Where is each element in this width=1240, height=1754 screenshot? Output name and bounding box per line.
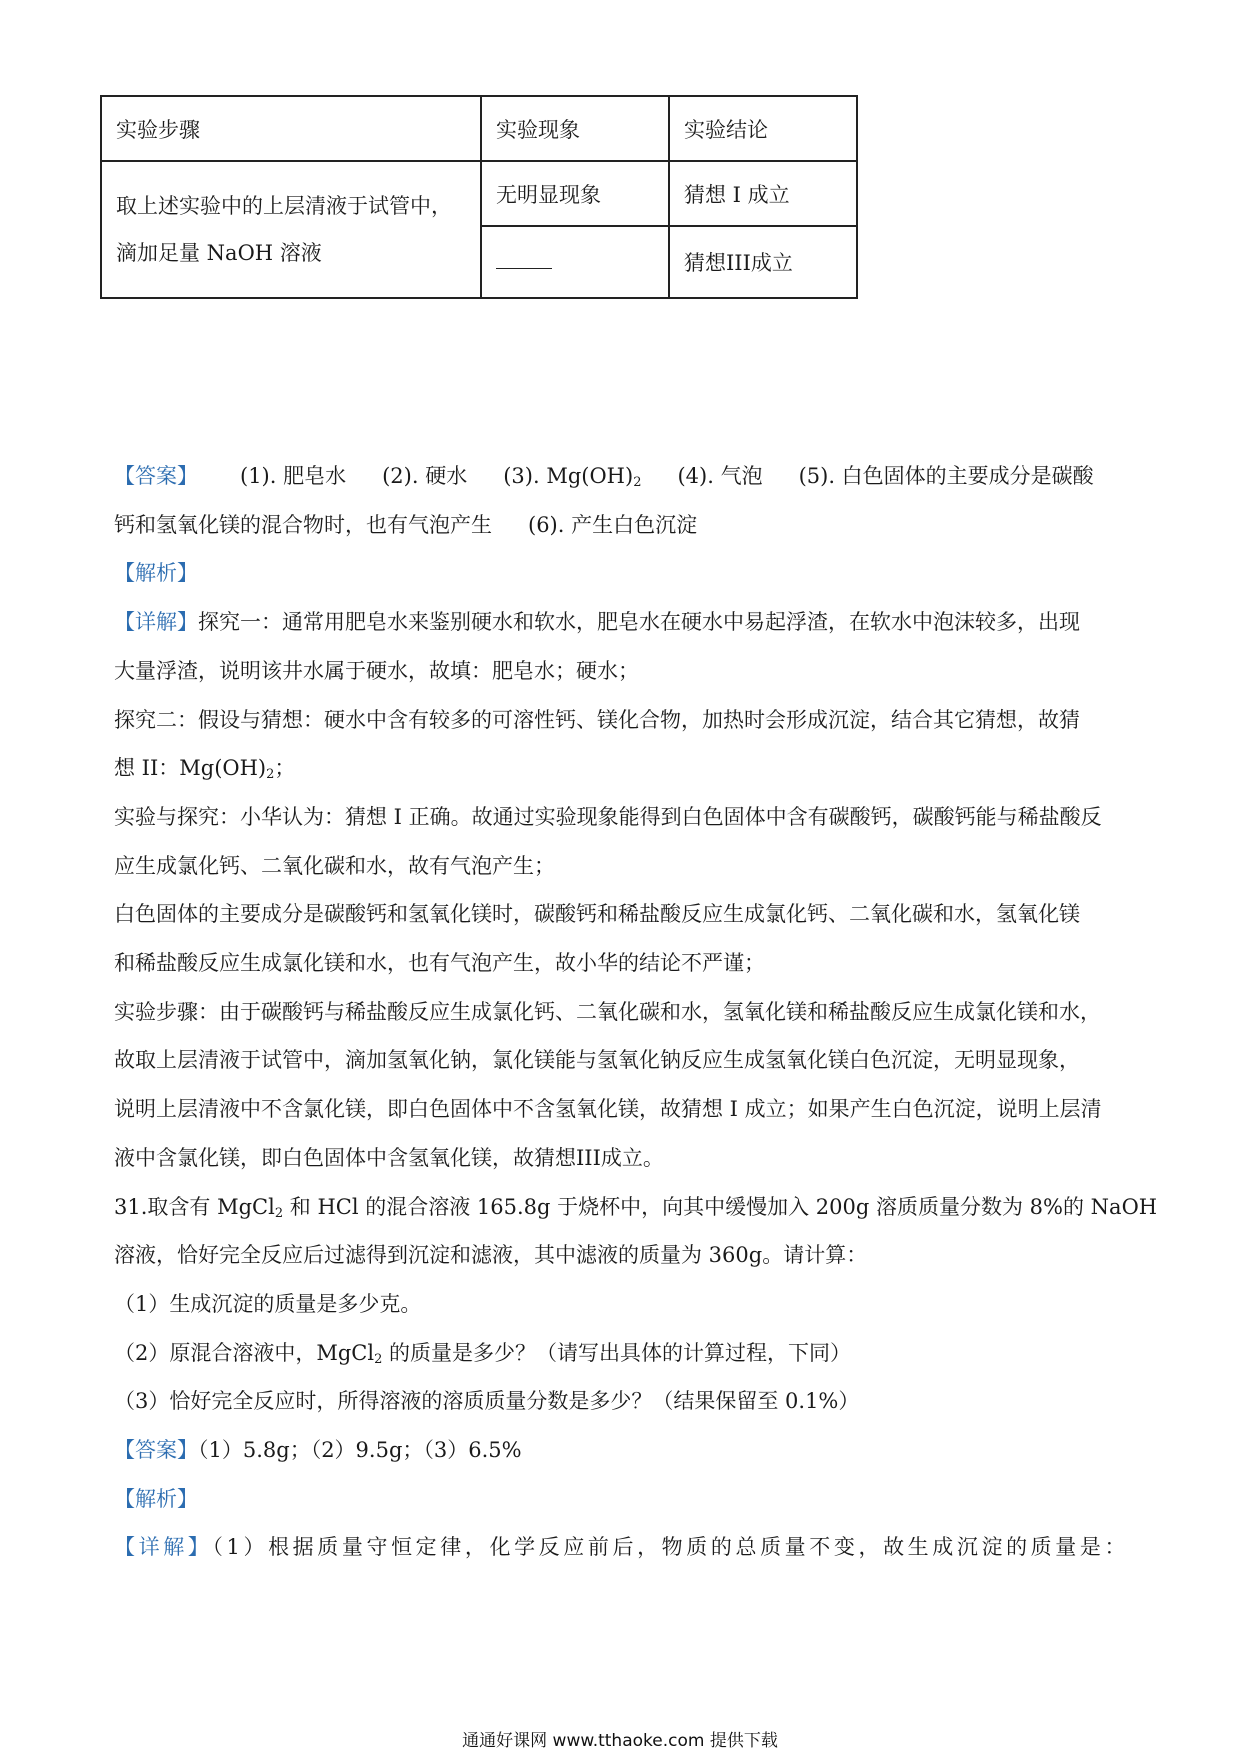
step-cell xyxy=(101,161,481,298)
analysis-tag: 【解析】 xyxy=(114,561,198,586)
detail-line: 实验步骤：由于碳酸钙与稀盐酸反应生成氯化钙、二氧化碳和水，氢氧化镁和稀盐酸反应生成氯化镁和水， xyxy=(114,999,1101,1024)
detail-line: 白色固体的主要成分是碳酸钙和氢氧化镁时，碳酸钙和稀盐酸反应生成氯化钙、二氧化碳和水，氢氧化镁 xyxy=(114,902,1080,927)
detail-tag: 【详解】 xyxy=(114,610,198,635)
detail-tag: 【详解】 xyxy=(114,1535,213,1560)
answer-tag: 【答案】 xyxy=(114,1438,198,1463)
conclusion-cell: 猜想 I 成立 xyxy=(669,161,857,226)
analysis-tag: 【解析】 xyxy=(114,1486,198,1511)
detail-line: 实验与探究：小华认为：猜想 I 正确。故通过实验现象能得到白色固体中含有碳酸钙，碳酸钙能与稀盐酸反 xyxy=(114,804,1102,829)
question-31-line-1: 31.取含有 MgCl$_2$ 和 HCl 的混合溶液 165.8g 于烧杯中，向其中缓慢加入 200g 溶质质量分数为 8%的 NaOH xyxy=(114,1194,1158,1221)
phenomenon-cell: 无明显现象 xyxy=(481,161,669,226)
table-header-row xyxy=(101,96,857,161)
sub-question-3: （3）恰好完全反应时，所得溶液的溶质质量分数是多少？（结果保留至 0.1%） xyxy=(114,1389,860,1414)
header-step: 实验步骤 xyxy=(101,96,481,161)
text-body xyxy=(114,452,1158,1572)
conclusion-cell: 猜想III成立 xyxy=(669,226,857,298)
step-line-2: 滴加足量 NaOH 溶液 xyxy=(116,240,322,265)
question-31-line-2: 溶液，恰好完全反应后过滤得到沉淀和滤液，其中滤液的质量为 360g。请计算： xyxy=(114,1243,868,1268)
answer-line-1: 【答案】 (1). 肥皂水 (2). 硬水 (3). $Mg(OH)_2$ (4). 气泡 (5). 白色固体的主要成分是碳酸 xyxy=(114,464,1094,490)
detail-line: 液中含氯化镁，即白色固体中含氢氧化镁，故猜想III成立。 xyxy=(114,1145,664,1170)
detail-line: 和稀盐酸反应生成氯化镁和水，也有气泡产生，故小华的结论不严谨； xyxy=(114,951,765,976)
detail-line: 大量浮渣，说明该井水属于硬水，故填：肥皂水；硬水； xyxy=(114,658,639,683)
detail-line: 故取上层清液于试管中，滴加氢氧化钠，氯化镁能与氢氧化钠反应生成氢氧化镁白色沉淀，无明显现象， xyxy=(114,1048,1080,1073)
sub-question-2: （2）原混合溶液中，MgCl$_2$ 的质量是多少？（请写出具体的计算过程，下同） xyxy=(114,1340,852,1367)
sub-question-1: （1）生成沉淀的质量是多少克。 xyxy=(114,1291,422,1316)
answer-line: 【答案】（1）5.8g；（2）9.5g；（3）6.5% xyxy=(114,1438,522,1463)
answer-tag: 【答案】 xyxy=(114,464,198,488)
page-footer: 通通好课网 www.tthaoke.com 提供下载 xyxy=(462,1731,778,1751)
header-conclusion: 实验结论 xyxy=(669,96,857,161)
answer-line-2: 钙和氢氧化镁的混合物时，也有气泡产生 (6). 产生白色沉淀 xyxy=(114,512,698,537)
phenomenon-blank-cell xyxy=(481,226,669,298)
step-line-1: 取上述实验中的上层清液于试管中， xyxy=(116,193,452,218)
header-phenomenon: 实验现象 xyxy=(481,96,669,161)
detail-line: 【详解】探究一：通常用肥皂水来鉴别硬水和软水，肥皂水在硬水中易起浮渣，在软水中泡沫较多，出现 xyxy=(114,610,1080,635)
detail-line: 探究二：假设与猜想：硬水中含有较多的可溶性钙、镁化合物，加热时会形成沉淀，结合其它猜想，故猜 xyxy=(114,707,1080,732)
detail-line: 说明上层清液中不含氯化镁，即白色固体中不含氢氧化镁，故猜想 I 成立；如果产生白色沉淀，说明上层清 xyxy=(114,1097,1102,1122)
detail-line: 应生成氯化钙、二氧化碳和水，故有气泡产生； xyxy=(114,853,555,878)
experiment-table xyxy=(100,95,858,299)
answer-blank xyxy=(496,250,552,269)
table-row xyxy=(101,161,857,226)
detail-line: 想 II：$Mg(OH)_2$； xyxy=(114,756,296,783)
detail-line: 【详解】（1）根据质量守恒定律，化学反应前后，物质的总质量不变，故生成沉淀的质量是： xyxy=(114,1535,1130,1560)
